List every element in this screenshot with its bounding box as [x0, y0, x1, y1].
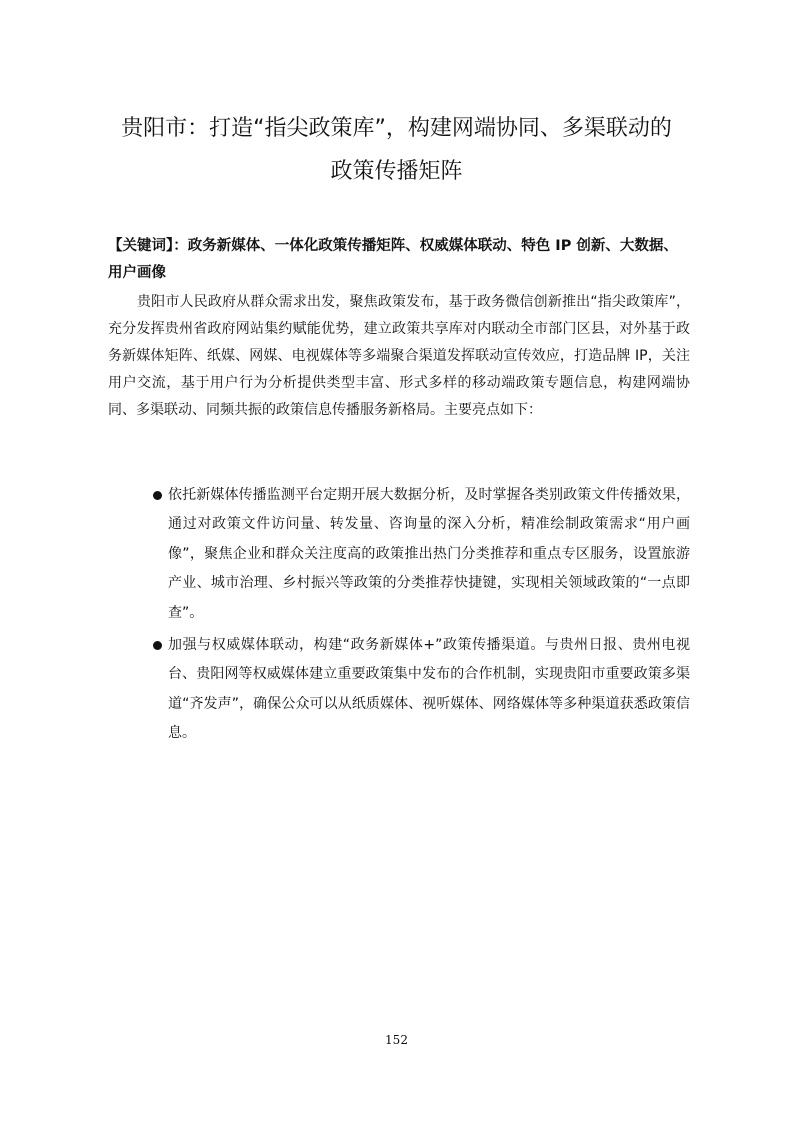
list-item-text: 加强与权威媒体联动，构建“政务新媒体+”政策传播渠道。与贵州日报、贵州电视台、贵阳网等权威媒体建立重要政策集中发布的合作机制，实现贵阳市重要政策多渠道“齐发声”，确保公众可以从纸质媒体、视听媒体、网络媒体等多种渠道获悉政策信息。	[168, 637, 690, 742]
bullet-dot-icon	[153, 641, 162, 650]
bullet-dot-icon	[153, 491, 162, 500]
list-item-text: 依托新媒体传播监测平台定期开展大数据分析，及时掌握各类别政策文件传播效果，通过对政策文件访问量、转发量、咨询量的深入分析，精准绘制政策需求“用户画像”，聚焦企业和群众关注度高的政策推出热门分类推荐和重点专区服务，设置旅游产业、城市治理、乡村振兴等政策的分类推荐快捷键，实现相关领域政策的“一点即查”。	[168, 487, 690, 621]
page-number: 152	[385, 1033, 408, 1047]
intro-paragraph: 贵阳市人民政府从群众需求出发，聚焦政策发布，基于政务微信创新推出“指尖政策库”，充分发挥贵州省政府网站集约赋能优势，建立政策共享库对内联动全市部门区县，对外基于政务新媒体矩阵、纸媒、网媒、电视媒体等多端聚合渠道发挥联动宣传效应，打造品牌 IP，关注用户交流，基于用户行为分析提供类型丰富、形式多样的移动端政策专题信息，构建网端协同、多渠联动、同频共振的政策信息传播服务新格局。主要亮点如下：	[108, 294, 690, 418]
list-item	[108, 631, 690, 749]
document-title-line-2: 政策传播矩阵	[330, 159, 463, 184]
keywords-paragraph: 【关键词】：政务新媒体、一体化政策传播矩阵、权威媒体联动、特色 IP 创新、大数据、用户画像	[108, 238, 678, 281]
list-item	[108, 481, 690, 628]
document-title-line-1: 贵阳市：打造“指尖政策库”，构建网端协同、多渠联动的	[121, 116, 672, 141]
highlights-list	[108, 481, 690, 752]
